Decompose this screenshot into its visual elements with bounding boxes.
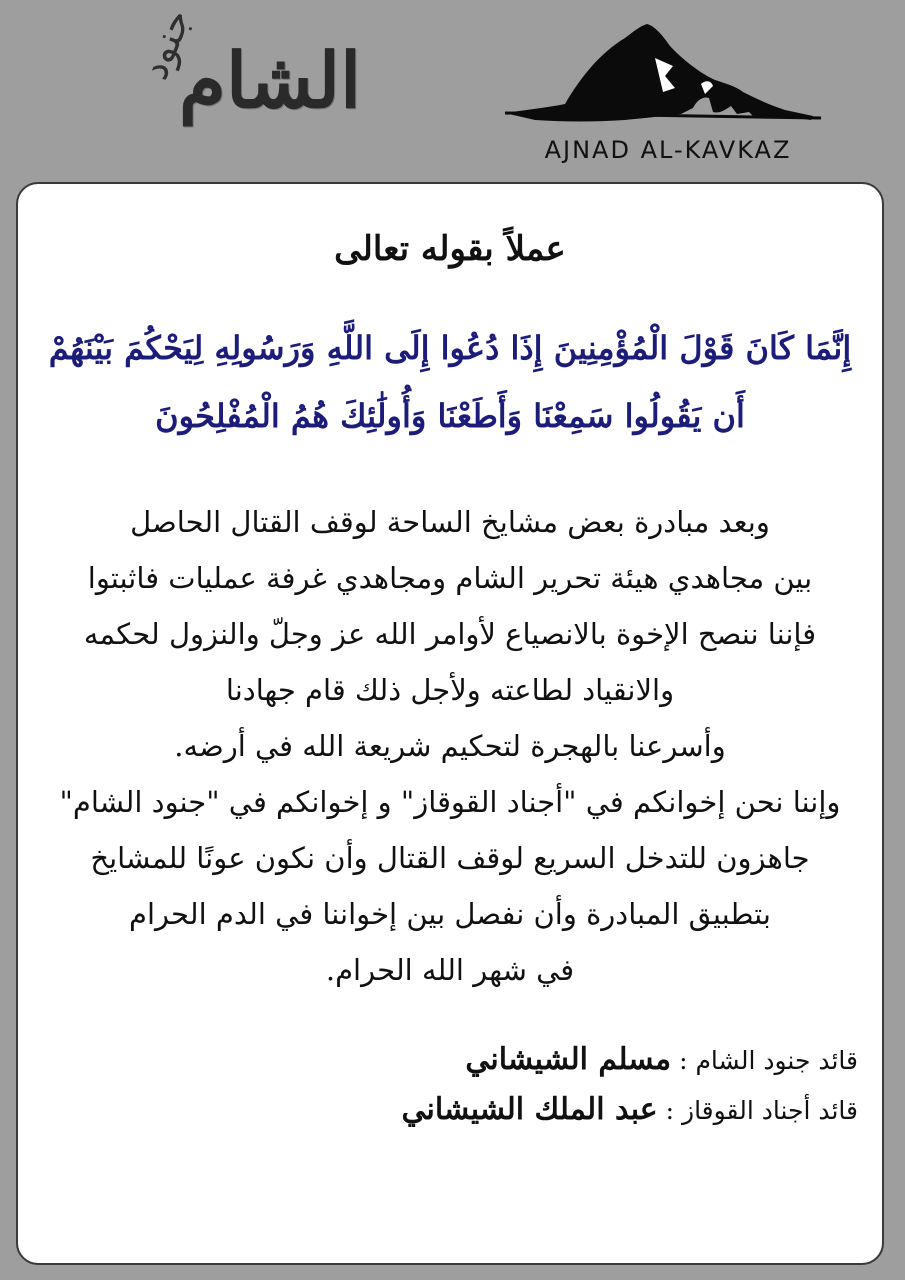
body-line: والانقياد لطاعته ولأجل ذلك قام جهادنا <box>225 673 675 707</box>
body-line: وبعد مبادرة بعض مشايخ الساحة لوقف القتال الحاصل <box>130 505 770 539</box>
signature-name: عبد الملك الشيشاني <box>401 1092 658 1127</box>
body-line: وإننا نحن إخوانكم في "أجناد القوقاز" و إخوانكم في "جنود الشام" <box>59 785 841 819</box>
body-line: جاهزون للتدخل السريع لوقف القتال وأن نكون عونًا للمشايخ <box>90 841 810 875</box>
statement-body <box>38 494 862 998</box>
logo-brand-text: AJNAD AL-KAVKAZ <box>544 136 792 164</box>
signature-role: قائد أجناد القوقاز : <box>665 1096 858 1125</box>
verse-line: إِنَّمَا كَانَ قَوْلَ الْمُؤْمِنِينَ إِذَا دُعُوا إِلَى اللَّهِ وَرَسُولِهِ لِيَحْكُمَ بَيْنَهُمْ <box>48 329 852 367</box>
signature-role: قائد جنود الشام : <box>679 1046 858 1075</box>
ajnad-al-kavkaz-logo <box>505 18 825 168</box>
verse-line: أَن يَقُولُوا سَمِعْنَا وَأَطَعْنَا وَأُولَٰئِكَ هُمُ الْمُفْلِحُونَ <box>155 397 745 435</box>
body-line: بين مجاهدي هيئة تحرير الشام ومجاهدي غرفة عمليات فاثبتوا <box>87 561 813 595</box>
signature-jund-al-sham <box>58 1042 858 1077</box>
body-line: فإننا ننصح الإخوة بالانصياع لأوامر الله عز وجلّ والنزول لحكمه <box>83 617 817 651</box>
body-line: بتطبيق المبادرة وأن نفصل بين إخواننا في الدم الحرام <box>129 897 771 931</box>
logo-small-text: جنود <box>131 2 200 86</box>
mountain-icon <box>505 18 825 138</box>
signature-name: مسلم الشيشاني <box>465 1042 672 1077</box>
jund-al-sham-logo <box>110 2 430 168</box>
header <box>0 0 905 180</box>
body-line: في شهر الله الحرام. <box>325 953 575 987</box>
quran-verse <box>38 314 862 450</box>
signature-ajnad-al-kavkaz <box>58 1092 858 1127</box>
body-line: وأسرعنا بالهجرة لتحكيم شريعة الله في أرضه. <box>174 729 726 763</box>
logo-main-text: الشام <box>178 36 362 125</box>
statement-title: عملاً بقوله تعالى <box>334 229 566 269</box>
statement-card <box>16 182 884 1265</box>
